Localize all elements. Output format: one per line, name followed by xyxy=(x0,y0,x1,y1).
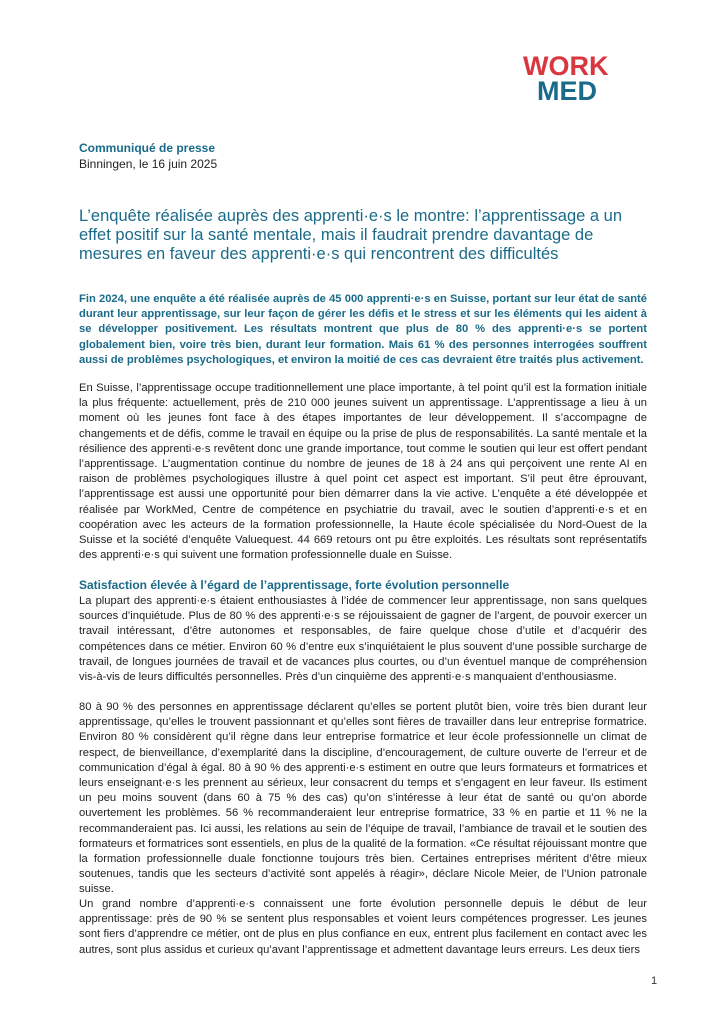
place-date: Binningen, le 16 juin 2025 xyxy=(79,157,218,171)
press-release-label: Communiqué de presse xyxy=(79,141,216,155)
workmed-logo xyxy=(523,51,633,109)
page-number: 1 xyxy=(651,975,658,987)
lead-paragraph: Fin 2024, une enquête a été réalisée auprès de 45 000 apprenti·e·s en Suisse, portant sur leur état de santé durant leur apprentissage, sur leur façon de gérer les défis et le stress et sur les éléments qui les aident à se développer positivement. Les résultats montrent que plus de 80 % des apprenti·e·s se portent globalement bien, voire très bien, durant leur formation. Mais 61 % des personnes interrogées souffrent aussi de problèmes psychologiques, et environ la moitié de ces cas devraient être traités plus activement. xyxy=(79,293,647,366)
logo-line-work: WORK xyxy=(523,51,609,81)
page-title: L’enquête réalisée auprès des apprenti·e·s le montre: l’apprentissage a un effet positif sur la santé mentale, mais il faudrait prendre davantage de mesures en faveur des apprenti·e·s qui rencontrent des difficultés xyxy=(79,207,623,263)
body-paragraph-1: La plupart des apprenti·e·s étaient enthousiastes à l’idée de commencer leur apprentissage, non sans quelques sources d’inquiétude. Plus de 80 % des apprenti·e·s se réjouissaient de gagner de l’argent, de pouvoir exercer un travail intéressant, d’être autonomes et responsables, de faire quelque chose d’utile et d’acquérir des compétences dans ce métier. Environ 60 % d’entre eux s’inquiétaient le plus souvent d’une possible surcharge de travail, de longues journées de travail et de vacances plus courtes, ou d’un éventuel manque de compréhension vis-à-vis de leurs difficultés personnelles. Près d’un cinquième des apprenti·e·s manquaient d’enthousiasme. xyxy=(79,595,647,684)
section-heading: Satisfaction élevée à l’égard de l’apprentissage, forte évolution personnelle xyxy=(79,578,510,592)
logo-line-med: MED xyxy=(537,76,597,106)
body-paragraph-3: Un grand nombre d’apprenti·e·s connaissent une forte évolution personnelle depuis le début de leur apprentissage: près de 90 % se sentent plus responsables et voient leurs compétences progresser. Les jeunes sont fiers d’apprendre ce métier, ont de plus en plus confiance en eux, entrent plus facilement en contact avec les autres, sont plus assidus et curieux qu’avant l’apprentissage et admettent davantage leurs erreurs. Les deux tiers xyxy=(79,898,647,956)
intro-paragraph: En Suisse, l’apprentissage occupe traditionnellement une place importante, à tel point qu’il est la formation initiale la plus fréquente: actuellement, près de 210 000 jeunes suivent un apprentissage. L’apprentissage a lieu à un moment où les jeunes font face à des étapes importantes de leur développement. Il s’accompagne de changements et de défis, comme le travail en équipe ou la prise de plus de responsabilités. La santé mentale et la résilience des apprenti·e·s revêtent donc une grande importance, tout comme le soutien qui leur est offert pendant l’apprentissage. L’augmentation continue du nombre de jeunes de 18 à 24 ans qui perçoivent une rente AI en raison de problèmes psychologiques illustre à quel point cet aspect est important. S’il peut être éprouvant, l’apprentissage est aussi une opportunité pour bien démarrer dans la vie active. L’enquête a été développée et réalisée par WorkMed, Centre de compétence en psychiatrie du travail, avec le soutien d’apprenti·e·s et en coopération avec les acteurs de la formation professionnelle, la Haute école spécialisée du Nord-Ouest de la Suisse et la société d’enquête Valuequest. 44 669 retours ont pu être exploités. Les résultats sont représentatifs des apprenti·e·s qui suivent une formation professionnelle duale en Suisse. xyxy=(79,382,647,562)
body-paragraph-2: 80 à 90 % des personnes en apprentissage déclarent qu’elles se portent plutôt bien, voire très bien durant leur apprentissage, qu’elles le trouvent passionnant et qu’elles sont fières de travailler dans leur entreprise formatrice. Environ 80 % considèrent qu’il règne dans leur entreprise formatrice et leur école professionnelle un climat de respect, de bienveillance, d’exemplarité dans la discipline, d’encouragement, de culture ouverte de l’erreur et de communication d’égal à égal. 80 à 90 % des apprenti·e·s estiment en outre que leurs formateurs et formatrices et leurs enseignant·e·s les prennent au sérieux, leur consacrent du temps et s’engagent en leur faveur. Ils estiment un peu moins souvent (dans 60 à 75 % des cas) qu’on s’intéresse à leur état de santé ou qu’on aborde ouvertement les problèmes. 56 % recommanderaient leur entreprise formatrice, 33 % en partie et 11 % ne la recommanderaient pas. Ici aussi, les relations au sein de l’équipe de travail, l’ambiance de travail et le soutien des formateurs et formatrices sont essentiels, en plus de la qualité de la formation. «Ce résultat réjouissant montre que la formation professionnelle duale fonctionne toujours très bien. Certaines entreprises méritent d’être mieux soutenues, tandis que les secteurs d’activité sont appelés à réagir», déclare Nicole Meier, de l’Union patronale suisse. xyxy=(79,701,647,896)
